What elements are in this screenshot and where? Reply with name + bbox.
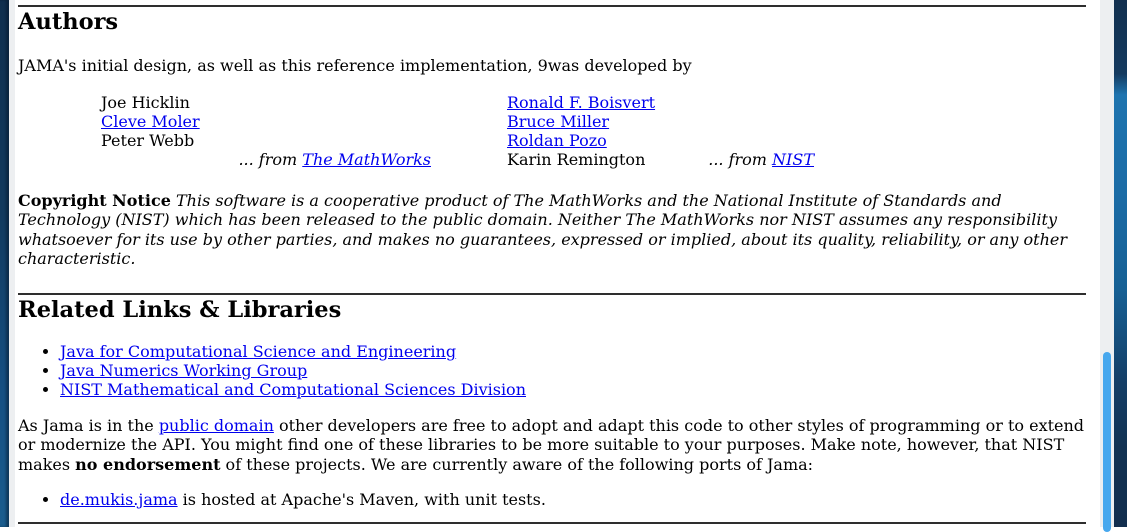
para-text: other developers are free to adopt and adapt this code to other styles of programming or to extend or modernize the API. You might find one of these libraries to be more suitable to your purposes. Make note, however, that NIST makes [18, 415, 1085, 474]
nist-link[interactable]: NIST [772, 149, 814, 169]
list-item [60, 490, 1086, 509]
para-text: of these projects. We are currently aware of the following ports of Jama: [220, 454, 814, 474]
horizontal-rule-bottom [18, 522, 1086, 524]
author-name: Karin Remington [507, 149, 646, 169]
authors-table [101, 93, 1086, 169]
link-java-comp-sci-eng[interactable]: Java for Computational Science and Engineering [60, 341, 457, 361]
authors-intro-text: JAMA's initial design, as well as this reference implementation, 9was developed by [18, 56, 692, 75]
authors-heading: Authors [18, 9, 119, 35]
related-links-list [18, 342, 1086, 399]
de-mukis-jama-link[interactable]: de.mukis.jama [60, 490, 178, 509]
ports-list [18, 490, 1086, 509]
author-name: Peter Webb [101, 130, 195, 150]
link-nist-math-division[interactable]: NIST Mathematical and Computational Sciences Division [60, 379, 526, 399]
attribution-prefix: ... from [238, 149, 303, 169]
vertical-scrollbar[interactable] [1100, 0, 1114, 527]
horizontal-rule-top [18, 5, 1086, 7]
copyright-notice [18, 191, 1086, 269]
list-item [60, 380, 1086, 399]
list-item [60, 342, 1086, 361]
list-item [60, 361, 1086, 380]
mathworks-attribution [101, 150, 431, 169]
para-text: As Jama is in the [18, 415, 159, 435]
page-content [15, 0, 1100, 527]
window-right-edge [1114, 0, 1127, 527]
author-link-roldan-pozo[interactable]: Roldan Pozo [507, 130, 607, 150]
nist-attribution [708, 150, 814, 169]
author-link-ronald-boisvert[interactable]: Ronald F. Boisvert [507, 92, 656, 112]
mathworks-link[interactable]: The MathWorks [302, 149, 431, 169]
author-link-cleve-moler[interactable]: Cleve Moler [101, 111, 200, 131]
copyright-label: Copyright Notice [18, 190, 171, 210]
ports-paragraph [18, 416, 1086, 475]
author-name: Joe Hicklin [101, 92, 190, 112]
window-left-edge [0, 0, 9, 527]
related-links-heading: Related Links & Libraries [18, 296, 342, 323]
link-java-numerics[interactable]: Java Numerics Working Group [60, 360, 308, 380]
authors-nist-group [507, 93, 814, 169]
port-description: is hosted at Apache's Maven, with unit tests. [177, 490, 546, 509]
public-domain-link[interactable]: public domain [158, 415, 274, 435]
copyright-body: This software is a cooperative product of The MathWorks and the National Institute of Standards and Technology (NIST) which has been released to the public domain. Neither The MathWorks nor NIST assumes any responsibility whatsoever for its use by other parties, and makes no guarantees, expressed or implied, about its quality, reliability, or any other characteristic. [18, 190, 1068, 268]
scrollbar-thumb[interactable] [1103, 352, 1111, 532]
attribution-prefix: ... from [708, 149, 773, 169]
author-link-bruce-miller[interactable]: Bruce Miller [507, 111, 610, 131]
authors-mathworks-group [101, 93, 431, 169]
horizontal-rule-middle [18, 293, 1086, 295]
no-endorsement-bold: no endorsement [75, 454, 221, 474]
